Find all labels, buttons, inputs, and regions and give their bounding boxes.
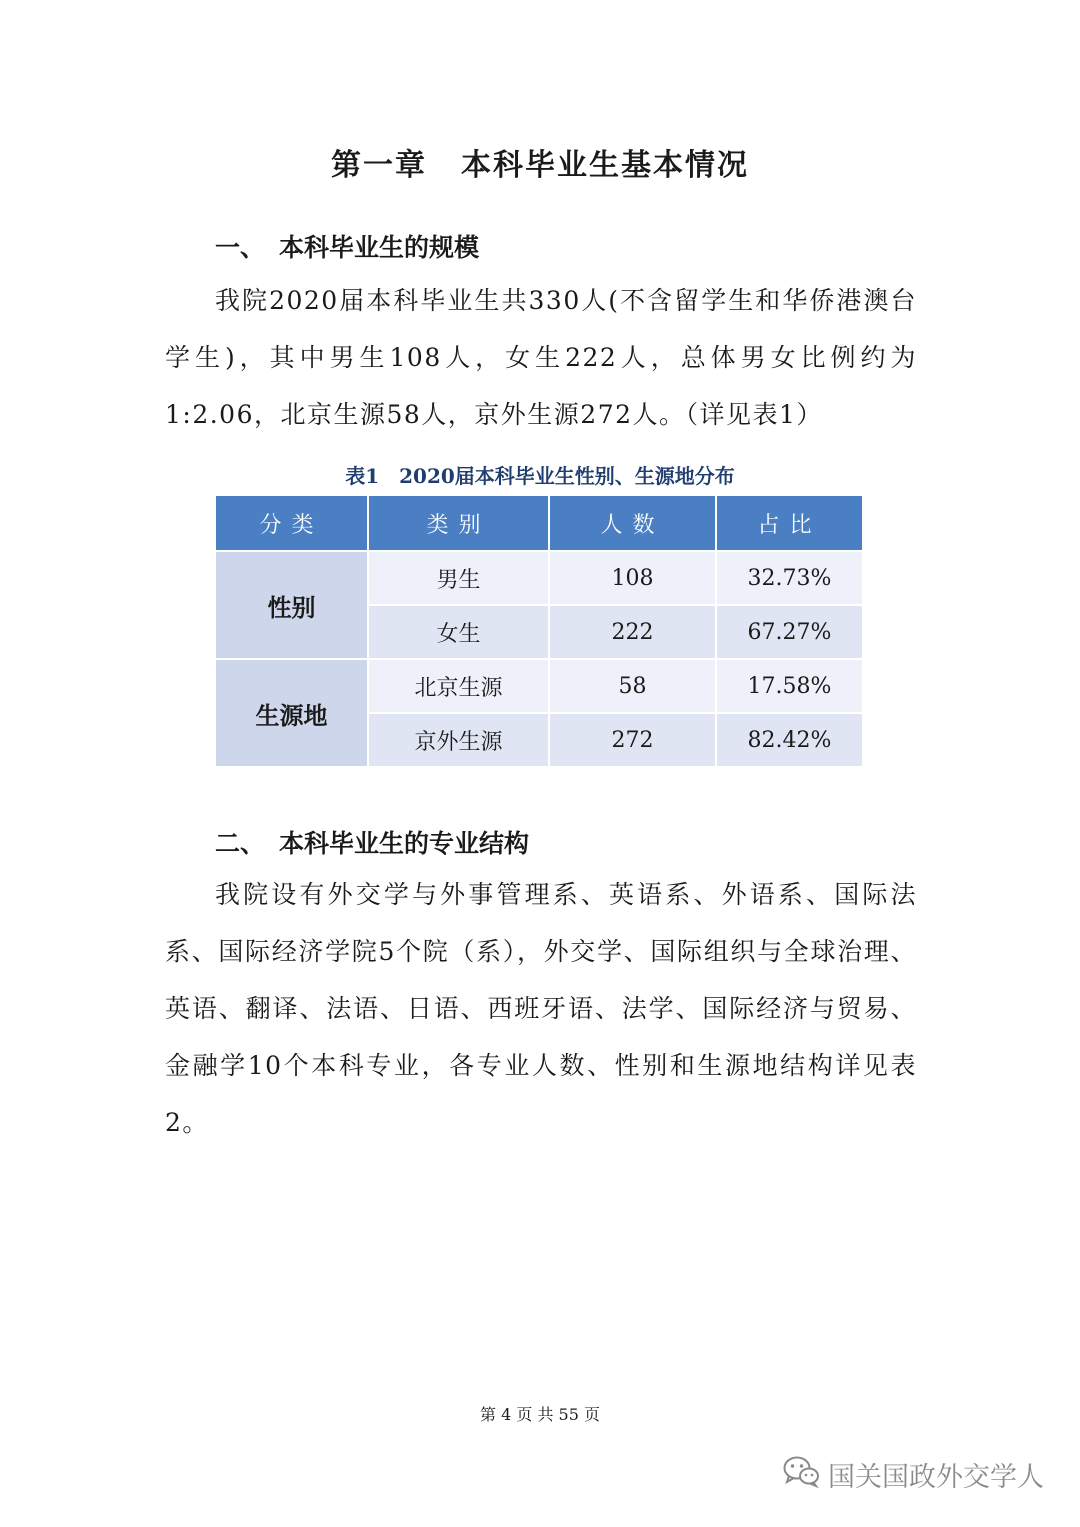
table-header-row: [216, 496, 864, 552]
category-cell: 生源地: [216, 660, 369, 768]
header-share: 占比: [717, 496, 864, 552]
page-number: 第 4 页 共 55 页: [480, 1405, 600, 1424]
header-count: 人数: [550, 496, 717, 552]
section-2-paragraph: 我院设有外交学与外事管理系、英语系、外语系、国际法系、国际经济学院5个院（系），外交学、国际组织与全球治理、英语、翻译、法语、日语、西班牙语、法学、国际经济与贸易、金融学10个本科专业，各专业人数、性别和生源地结构详见表2。: [165, 880, 917, 1137]
chapter-title: [0, 140, 1080, 184]
watermark-text: 国关国政外交学人: [828, 1461, 1044, 1493]
share-cell: 67.27%: [717, 606, 864, 660]
section-heading-2: [215, 824, 529, 860]
table-caption-label: 表1: [345, 464, 380, 488]
type-cell: 北京生源: [369, 660, 550, 714]
type-cell: 男生: [369, 552, 550, 606]
header-type: 类别: [369, 496, 550, 552]
table-caption-text: 2020届本科毕业生性别、生源地分布: [399, 464, 735, 488]
type-cell: 女生: [369, 606, 550, 660]
chapter-name: 本科毕业生基本情况: [461, 148, 749, 183]
chapter-number: 第一章: [331, 148, 427, 183]
share-cell: 17.58%: [717, 660, 864, 714]
table-caption: [0, 460, 1080, 489]
wechat-icon: [782, 1454, 828, 1495]
section-title: 本科毕业生的专业结构: [279, 829, 530, 858]
distribution-table: [216, 496, 864, 768]
table-row: [216, 552, 864, 606]
count-cell: 108: [550, 552, 717, 606]
section-title: 本科毕业生的规模: [279, 233, 480, 262]
section-number: 一、: [215, 233, 266, 262]
count-cell: 58: [550, 660, 717, 714]
share-cell: 82.42%: [717, 714, 864, 768]
section-heading-1: [215, 228, 479, 264]
share-cell: 32.73%: [717, 552, 864, 606]
wechat-watermark: [782, 1452, 1044, 1496]
header-category: 分类: [216, 496, 369, 552]
section-1-paragraph: 我院2020届本科毕业生共330人(不含留学生和华侨港澳台学生)，其中男生108人，女生222人，总体男女比例约为1:2.06，北京生源58人，京外生源272人。（详见表1）: [165, 286, 917, 429]
table-row: [216, 660, 864, 714]
count-cell: 272: [550, 714, 717, 768]
type-cell: 京外生源: [369, 714, 550, 768]
category-cell: 性别: [216, 552, 369, 660]
count-cell: 222: [550, 606, 717, 660]
section-number: 二、: [215, 829, 266, 858]
